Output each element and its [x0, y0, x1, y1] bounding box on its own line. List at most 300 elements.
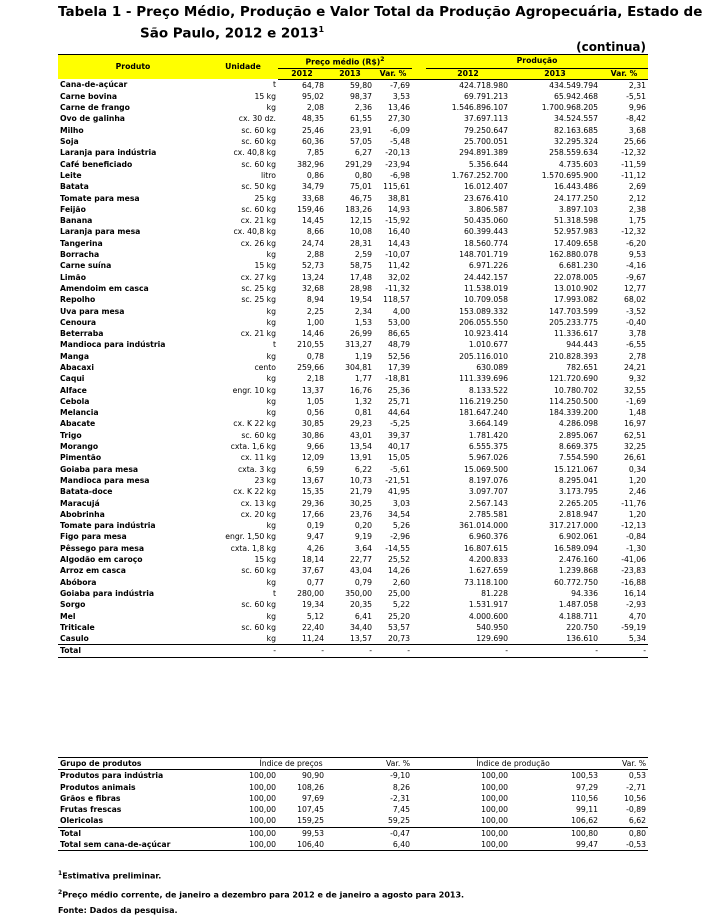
table-row — [58, 125, 648, 136]
product-name: Abacaxi — [60, 362, 94, 372]
spacer-cell — [412, 317, 426, 328]
unit: engr. 10 kg — [232, 385, 276, 395]
table-row — [58, 565, 648, 576]
price-2012: 34,79 — [301, 182, 324, 192]
spacer-cell — [412, 396, 426, 407]
production-2012: 4.200.833 — [468, 555, 508, 565]
unit: cx. K 22 kg — [233, 419, 276, 429]
price-var: -20,13 — [385, 148, 410, 158]
spacer-cell — [412, 238, 426, 249]
product-name: Carne bovina — [60, 91, 118, 101]
unit: cx. 27 kg — [240, 272, 276, 282]
production-var: 32,55 — [623, 385, 646, 395]
production-var: 5,34 — [628, 634, 646, 644]
groups-header-row — [58, 758, 648, 770]
production-index-var: -0,89 — [626, 805, 647, 815]
production-2013: 3.173.795 — [558, 487, 598, 497]
production-2013: 2.265.205 — [558, 498, 598, 508]
price-2012: 13,67 — [301, 475, 324, 485]
price-2013: 10,73 — [349, 475, 372, 485]
product-name: Tomate para mesa — [60, 193, 140, 203]
production-2013: 1.700.968.205 — [541, 103, 598, 113]
unit: cxta. 1,6 kg — [230, 442, 276, 452]
price-var: -5,25 — [390, 419, 410, 429]
production-var: -59,19 — [621, 622, 646, 632]
price-var: 86,65 — [387, 329, 410, 339]
production-2013: 60.772.750 — [553, 577, 598, 587]
price-var: 53,00 — [387, 317, 410, 327]
production-2013: 94.336 — [571, 588, 598, 598]
table-row — [58, 136, 648, 147]
production-2013: 136.610 — [566, 634, 598, 644]
price-var: 115,61 — [383, 182, 410, 192]
unit: cx. 11 kg — [240, 453, 276, 463]
price-2013: 10,08 — [349, 227, 372, 237]
spacer-cell — [412, 770, 426, 782]
production-2013: 147.703.599 — [549, 306, 598, 316]
header-spacer — [412, 68, 426, 79]
production-index-2012: 100,00 — [481, 816, 509, 826]
price-2013: 9,19 — [354, 532, 372, 542]
production-2013: 4.735.603 — [558, 159, 598, 169]
production-2013: 782.651 — [566, 362, 598, 372]
spacer-cell — [412, 125, 426, 136]
production-var: -12,32 — [621, 227, 646, 237]
price-2012: 14,46 — [301, 329, 324, 339]
price-var: 2,60 — [392, 577, 410, 587]
production-2012: 2.567.143 — [468, 498, 508, 508]
table-row — [58, 599, 648, 610]
price-index-2012: 100,00 — [249, 816, 276, 826]
production-index-2012: 100,00 — [481, 793, 509, 803]
spacer-cell — [412, 351, 426, 362]
production-var: 1,20 — [628, 475, 646, 485]
price-2013: 6,27 — [354, 148, 372, 158]
price-index-var: -9,10 — [390, 771, 411, 781]
table-row — [58, 622, 648, 633]
price-2013: 304,81 — [345, 362, 372, 372]
product-name: Caqui — [60, 374, 85, 384]
price-2013: 13,91 — [349, 453, 372, 463]
product-name: Goiaba para mesa — [60, 464, 139, 474]
production-var: - — [600, 645, 648, 657]
price-2013: 23,91 — [349, 125, 372, 135]
production-2012: 15.069.500 — [463, 464, 508, 474]
table-row — [58, 79, 648, 91]
unit: kg — [266, 250, 276, 260]
spacer-cell — [412, 554, 426, 565]
production-var: 2,31 — [628, 80, 646, 90]
price-var: 3,03 — [392, 498, 410, 508]
spacer-cell — [412, 804, 426, 815]
unit: cx. 40,8 kg — [233, 148, 276, 158]
spacer-cell — [412, 622, 426, 633]
price-var: 25,71 — [387, 396, 410, 406]
price-index-2012: 100,00 — [249, 771, 276, 781]
spacer-cell — [412, 249, 426, 260]
unit: litro — [261, 170, 276, 180]
group-name: Total — [58, 827, 208, 839]
table-row — [58, 351, 648, 362]
price-2013: 1,53 — [354, 317, 372, 327]
empty-cell — [326, 782, 374, 793]
table-row — [58, 362, 648, 373]
product-name: Borracha — [60, 250, 100, 260]
price-2013: 350,00 — [345, 588, 372, 598]
price-2012: 8,66 — [306, 227, 324, 237]
price-index-var: 6,40 — [374, 839, 412, 851]
price-2013: 13,57 — [349, 634, 372, 644]
title-footnote-mark: 1 — [318, 25, 325, 34]
product-name: Tangerina — [60, 238, 103, 248]
production-2013: 114.250.500 — [549, 396, 598, 406]
table-row — [58, 452, 648, 463]
product-name: Carne suína — [60, 261, 112, 271]
table-row — [58, 339, 648, 350]
production-2013: 51.318.598 — [553, 216, 598, 226]
production-2013: 220.750 — [566, 622, 598, 632]
table-row — [58, 554, 648, 565]
production-2013: 8.295.041 — [558, 475, 598, 485]
price-2012: 12,09 — [301, 453, 324, 463]
production-index-2013: 106,62 — [571, 816, 599, 826]
price-2012: 280,00 — [297, 588, 324, 598]
spacer-cell — [412, 464, 426, 475]
col-group-producao: Produção — [426, 55, 648, 69]
price-2012: 2,25 — [306, 306, 324, 316]
unit: - — [208, 645, 278, 657]
price-2013: 61,55 — [349, 114, 372, 124]
production-2012: 16.807.615 — [463, 543, 508, 553]
price-2012: 52,73 — [301, 261, 324, 271]
price-var: 32,02 — [387, 272, 410, 282]
price-2012: 0,77 — [306, 577, 324, 587]
unit: t — [272, 80, 276, 90]
unit: kg — [266, 408, 276, 418]
price-2013: 3,64 — [354, 543, 372, 553]
product-name: Sorgo — [60, 600, 86, 610]
price-2013: 46,75 — [349, 193, 372, 203]
price-index-var: 7,45 — [392, 805, 411, 815]
price-2013: 98,37 — [349, 91, 372, 101]
production-var: -1,30 — [626, 543, 646, 553]
production-2012: 5.356.644 — [468, 159, 508, 169]
spacer-cell — [412, 294, 426, 305]
table-row — [58, 170, 648, 181]
spacer-cell — [412, 113, 426, 124]
spacer-cell — [412, 260, 426, 271]
product-name: Arroz em casca — [60, 566, 126, 576]
price-2012: 1,05 — [306, 396, 324, 406]
preco-group-label: Preço médio (R$) — [305, 57, 381, 67]
price-2013: 17,48 — [349, 272, 372, 282]
col-header-precos-var: Var. % — [374, 758, 412, 770]
unit: cx. K 22 kg — [233, 487, 276, 497]
production-2013: 3.897.103 — [558, 204, 598, 214]
unit: sc. 25 kg — [241, 295, 276, 305]
group-row — [58, 782, 648, 793]
product-name: Ovo de galinha — [60, 114, 125, 124]
unit: kg — [266, 521, 276, 531]
price-2013: 21,79 — [349, 487, 372, 497]
production-2012: 24.442.157 — [463, 272, 508, 282]
col-header-grupo: Grupo de produtos — [58, 758, 208, 770]
price-2012: 17,66 — [301, 509, 324, 519]
product-name: Tomate para indústria — [60, 521, 156, 531]
table-row — [58, 306, 648, 317]
table-row — [58, 147, 648, 158]
production-index-2012: 100,00 — [481, 771, 509, 781]
production-index-var: -2,71 — [626, 782, 647, 792]
price-2012: 30,85 — [301, 419, 324, 429]
production-var: 25,66 — [623, 137, 646, 147]
table-row — [58, 543, 648, 554]
production-2012: 129.690 — [476, 634, 508, 644]
col-header-unidade: Unidade — [208, 55, 278, 80]
unit: cxta. 3 kg — [237, 464, 276, 474]
product-name: Abóbora — [60, 577, 97, 587]
col-group-preco — [278, 55, 412, 69]
spacer-cell — [412, 418, 426, 429]
price-2013: 28,98 — [349, 283, 372, 293]
unit: sc. 60 kg — [241, 204, 276, 214]
price-2012: 2,18 — [306, 374, 324, 384]
price-2013: - — [326, 645, 374, 657]
production-2012: 10.709.058 — [463, 295, 508, 305]
production-var: 16,14 — [623, 588, 646, 598]
price-var: -18,81 — [385, 374, 410, 384]
price-var: -11,32 — [385, 283, 410, 293]
product-name: Milho — [60, 125, 84, 135]
production-var: 2,38 — [628, 204, 646, 214]
production-2013: 34.524.557 — [553, 114, 598, 124]
production-2012: 3.097.707 — [468, 487, 508, 497]
price-2013: 23,76 — [349, 509, 372, 519]
price-2012: 48,35 — [301, 114, 324, 124]
table-row — [58, 396, 648, 407]
unit: 15 kg — [254, 555, 276, 565]
production-index-2013: 100,80 — [510, 827, 600, 839]
continua-label: (continua) — [576, 40, 646, 54]
price-2012: 159,46 — [297, 204, 324, 214]
product-name: Laranja para indústria — [60, 148, 157, 158]
footnote-1-text: Estimativa preliminar. — [62, 871, 162, 881]
spacer-cell — [412, 181, 426, 192]
production-2012: 153.089.332 — [459, 306, 508, 316]
price-2013: 313,27 — [345, 340, 372, 350]
price-index-2012: 100,00 — [208, 827, 278, 839]
production-var: -11,76 — [621, 498, 646, 508]
production-var: -6,20 — [626, 238, 646, 248]
production-var: 62,51 — [623, 430, 646, 440]
production-2012: 540.950 — [476, 622, 508, 632]
production-index-2013: 97,29 — [576, 782, 599, 792]
production-2013: 2.476.160 — [558, 555, 598, 565]
production-var: 2,12 — [628, 193, 646, 203]
product-name: Alface — [60, 385, 87, 395]
price-2012: 8,94 — [306, 295, 324, 305]
production-var: -41,06 — [621, 555, 646, 565]
unit: cx. 21 kg — [240, 329, 276, 339]
spacer-cell — [412, 226, 426, 237]
unit: sc. 50 kg — [241, 182, 276, 192]
spacer-cell — [412, 204, 426, 215]
price-index-2013: 90,90 — [301, 771, 324, 781]
production-2012: 1.627.659 — [468, 566, 508, 576]
spacer-cell — [412, 79, 426, 91]
price-2012: 382,96 — [297, 159, 324, 169]
price-2012: 19,34 — [301, 600, 324, 610]
table-row — [58, 283, 648, 294]
price-var: -23,94 — [385, 159, 410, 169]
price-var: -15,92 — [385, 216, 410, 226]
price-index-2012: 100,00 — [249, 805, 276, 815]
production-2012: 424.718.980 — [459, 80, 508, 90]
main-table — [58, 54, 648, 658]
col-header-preco-2012: 2012 — [278, 68, 326, 79]
production-2013: 205.233.775 — [549, 317, 598, 327]
production-2012: 69.791.213 — [463, 91, 508, 101]
production-2013: 6.902.061 — [558, 532, 598, 542]
production-2013: 944.443 — [566, 340, 598, 350]
unit: sc. 60 kg — [241, 159, 276, 169]
production-2012: 79.250.647 — [463, 125, 508, 135]
unit: sc. 60 kg — [241, 430, 276, 440]
group-name: Olericolas — [60, 816, 104, 826]
unit: sc. 60 kg — [241, 600, 276, 610]
product-name: Morango — [60, 442, 99, 452]
production-index-var: -0,53 — [600, 839, 648, 851]
price-2012: 37,67 — [301, 566, 324, 576]
product-name: Melancia — [60, 408, 99, 418]
price-var: 53,57 — [387, 622, 410, 632]
price-2012: 13,24 — [301, 272, 324, 282]
footnote-2 — [58, 885, 464, 904]
price-2012: 95,02 — [301, 91, 324, 101]
production-2012: 630.089 — [476, 362, 508, 372]
spacer-cell — [412, 362, 426, 373]
footnote-1 — [58, 866, 464, 885]
groups-table — [58, 757, 648, 851]
spacer-cell — [412, 611, 426, 622]
price-2012: 29,36 — [301, 498, 324, 508]
col-header-prod-2012: 2012 — [426, 68, 510, 79]
production-2013: 8.669.375 — [558, 442, 598, 452]
group-row — [58, 815, 648, 827]
production-2012: 3.664.149 — [468, 419, 508, 429]
col-header-preco-2013: 2013 — [326, 68, 374, 79]
price-2013: 28,31 — [349, 238, 372, 248]
spacer-cell — [412, 633, 426, 645]
production-2012: 11.538.019 — [463, 283, 508, 293]
price-2012: 1,00 — [306, 317, 324, 327]
table-row — [58, 520, 648, 531]
price-2013: 2,36 — [354, 103, 372, 113]
spacer-cell — [412, 793, 426, 804]
table-row — [58, 272, 648, 283]
production-var: -11,12 — [621, 170, 646, 180]
empty-cell — [326, 839, 374, 851]
production-2013: 210.828.393 — [549, 351, 598, 361]
price-2012: 6,59 — [306, 464, 324, 474]
product-name: Repolho — [60, 295, 96, 305]
production-2013: 184.339.200 — [549, 408, 598, 418]
group-row — [58, 793, 648, 804]
price-var: 14,43 — [387, 238, 410, 248]
footnote-1-mark: 1 — [58, 870, 63, 877]
table-row — [58, 498, 648, 509]
production-var: -23,83 — [621, 566, 646, 576]
footnote-2-mark: 2 — [58, 888, 63, 896]
table-row — [58, 238, 648, 249]
title-line-1: Tabela 1 - Preço Médio, Produção e Valor Total da Produção Agropecuária, Estado de — [58, 4, 703, 20]
price-var: 27,30 — [387, 114, 410, 124]
price-2013: 29,23 — [349, 419, 372, 429]
empty-cell — [326, 815, 374, 827]
price-var: -5,61 — [390, 464, 410, 474]
production-2012: 111.339.696 — [459, 374, 508, 384]
table-row — [58, 226, 648, 237]
price-var: 4,00 — [392, 306, 410, 316]
production-index-2012: 100,00 — [481, 805, 509, 815]
production-2013: 13.010.902 — [553, 283, 598, 293]
price-index-2013: 159,25 — [297, 816, 324, 826]
table-row — [58, 464, 648, 475]
production-2012: 8.133.522 — [468, 385, 508, 395]
production-2013: 2.895.067 — [558, 430, 598, 440]
price-2012: - — [278, 645, 326, 657]
spacer-cell — [412, 543, 426, 554]
price-2013: 57,05 — [349, 137, 372, 147]
price-2012: 15,35 — [301, 487, 324, 497]
price-2012: 14,45 — [301, 216, 324, 226]
price-index-2013: 107,45 — [297, 805, 324, 815]
spacer-cell — [412, 509, 426, 520]
group-row — [58, 804, 648, 815]
production-var: 26,61 — [623, 453, 646, 463]
unit: cxta. 1,8 kg — [230, 543, 276, 553]
price-2013: 43,01 — [349, 430, 372, 440]
production-var: 9,96 — [628, 103, 646, 113]
group-total-row — [58, 839, 648, 851]
price-index-var: -2,31 — [390, 793, 411, 803]
production-2012: 1.531.917 — [468, 600, 508, 610]
price-var: 44,64 — [387, 408, 410, 418]
production-var: 16,97 — [623, 419, 646, 429]
unit: t — [272, 340, 276, 350]
table-row — [58, 418, 648, 429]
table-row — [58, 475, 648, 486]
production-index-2012: 100,00 — [426, 839, 510, 851]
production-2013: 121.720.690 — [549, 374, 598, 384]
price-2013: 6,22 — [354, 464, 372, 474]
price-var: -7,69 — [390, 80, 410, 90]
price-2012: 0,19 — [306, 521, 324, 531]
production-2012: 205.116.010 — [459, 351, 508, 361]
spacer-cell — [412, 839, 426, 851]
production-var: 0,34 — [628, 464, 646, 474]
spacer-cell — [412, 373, 426, 384]
price-2013: 1,32 — [354, 396, 372, 406]
spacer-cell — [412, 215, 426, 226]
group-name: Total sem cana-de-açúcar — [58, 839, 208, 851]
price-var: 52,56 — [387, 351, 410, 361]
price-index-2012: 100,00 — [249, 793, 276, 803]
price-var: 25,36 — [387, 385, 410, 395]
production-var: -6,55 — [626, 340, 646, 350]
production-index-2013: 110,56 — [571, 793, 599, 803]
production-2012: 2.785.581 — [468, 509, 508, 519]
